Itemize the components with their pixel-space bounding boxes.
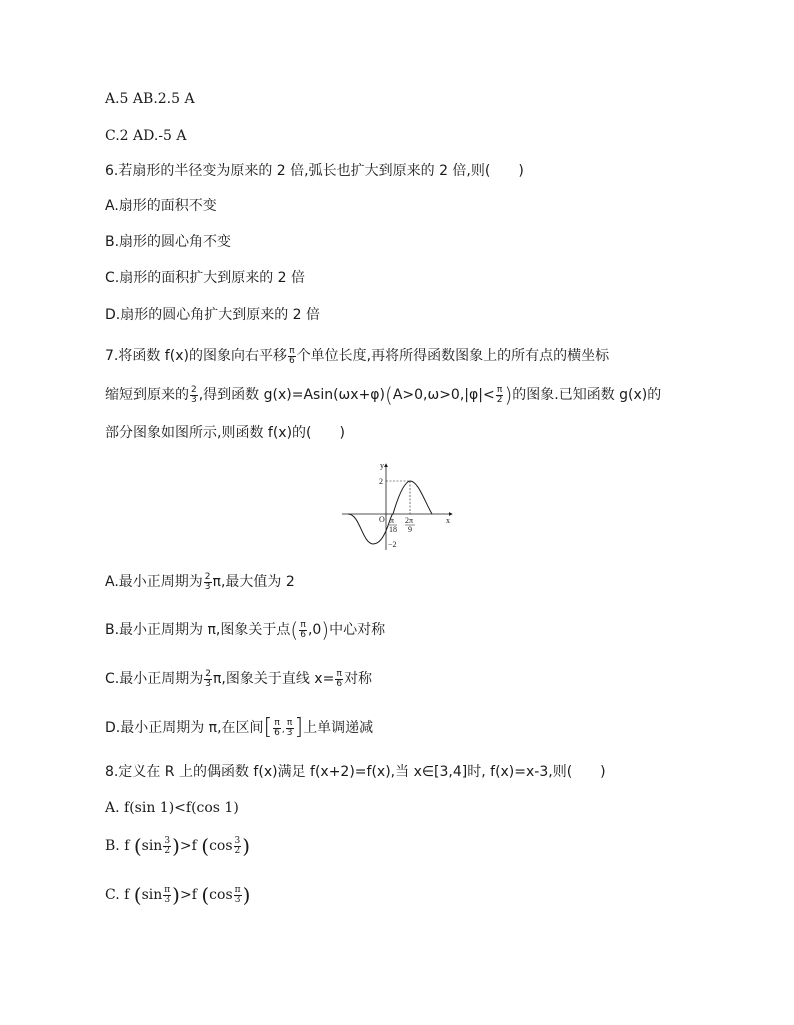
- cos-label: cos: [209, 887, 233, 903]
- frac-den: 6: [288, 355, 295, 366]
- sin-label: sin: [141, 838, 163, 854]
- frac-num: π: [336, 668, 342, 679]
- x-tick-1-num: π: [390, 516, 395, 525]
- fraction-2-3: [204, 670, 212, 689]
- frac-num: 2: [204, 571, 211, 582]
- option-7d-pre: D.最小正周期为 π,在区间: [105, 720, 264, 736]
- option-7a-pre: A.最小正周期为: [105, 574, 203, 590]
- left-paren: (: [385, 383, 393, 407]
- fraction-pi-2: [496, 386, 504, 405]
- frac-den: 6: [274, 727, 280, 738]
- option-7a: [105, 572, 295, 592]
- interval-separator: ,: [281, 725, 285, 735]
- frac-num: π: [274, 717, 280, 728]
- q7-line2-condition: A>0,ω>0,|φ|<: [392, 387, 495, 403]
- right-paren: ): [172, 883, 180, 907]
- frac-num: π: [234, 884, 241, 895]
- option-7c: [105, 669, 372, 689]
- frac-num: π: [300, 619, 306, 630]
- option-7b-pre: B.最小正周期为 π,图象关于点: [105, 622, 291, 638]
- x-tick-2-num: 2π: [405, 516, 414, 525]
- frac-num: π: [289, 345, 295, 356]
- origin-label: O: [379, 515, 385, 524]
- option-7a-post: π,最大值为 2: [212, 574, 295, 590]
- right-paren: ): [321, 618, 330, 642]
- option-8b: [105, 836, 250, 856]
- question-7-line2: [105, 385, 661, 405]
- frac-den: 6: [300, 629, 306, 640]
- fraction-2-3: [190, 386, 198, 405]
- fraction-pi-6: [299, 621, 307, 640]
- frac-num: 3: [164, 835, 171, 846]
- y-axis-label: y: [380, 461, 384, 470]
- frac-den: 6: [336, 678, 343, 689]
- fraction-3-2: [163, 837, 171, 856]
- fraction-pi-6: [273, 719, 281, 738]
- q7-line2-part3: 的图象.已知函数 g(x)的: [512, 387, 662, 403]
- frac-num: 2: [205, 668, 211, 679]
- fraction-pi-3: [163, 886, 171, 905]
- option-5a: A.5 AB.2.5 A: [105, 91, 195, 107]
- fraction-pi-6: [335, 670, 343, 689]
- left-paren: (: [133, 834, 142, 858]
- option-6b: B.扇形的圆心角不变: [105, 234, 232, 250]
- frac-den: 3: [234, 894, 241, 905]
- option-7d-post: 上单调递减: [303, 720, 374, 736]
- x-tick-1-den: 18: [389, 525, 397, 534]
- frac-num: π: [286, 717, 293, 728]
- frac-den: 3: [164, 894, 171, 905]
- option-6a: A.扇形的面积不变: [105, 198, 217, 214]
- option-7c-post: π,图象关于直线 x=: [212, 671, 335, 687]
- frac-num: 2: [191, 384, 197, 395]
- left-paren: (: [290, 618, 299, 642]
- option-7b-mid: ,0: [307, 622, 322, 638]
- option-6d: D.扇形的圆心角扩大到原来的 2 倍: [105, 307, 321, 323]
- option-7c-pre: C.最小正周期为: [105, 671, 204, 687]
- fraction-pi-3: [286, 719, 294, 738]
- right-paren: ): [242, 883, 251, 907]
- frac-den: 2: [496, 394, 503, 405]
- right-bracket: ]: [294, 715, 304, 740]
- sine-graph: [340, 460, 460, 555]
- q7-line1-part2: 个单位长度,再将所得函数图象上的所有点的横坐标: [296, 348, 610, 364]
- option-7b-post: 中心对称: [329, 622, 386, 638]
- frac-den: 2: [234, 845, 241, 856]
- question-7-line1: [105, 346, 609, 366]
- left-paren: (: [201, 883, 210, 907]
- option-8b-pre: B. f: [105, 838, 130, 854]
- right-paren: ): [242, 834, 251, 858]
- option-6c: C.扇形的面积扩大到原来的 2 倍: [105, 270, 306, 286]
- q7-line2-part2: ,得到函数 g(x)=Asin(ωx+φ): [198, 387, 385, 403]
- frac-num: 3: [234, 835, 241, 846]
- q7-line1-part1: 7.将函数 f(x)的图象向右平移: [105, 348, 287, 364]
- left-paren: (: [201, 834, 210, 858]
- cos-label: cos: [209, 838, 233, 854]
- question-6-stem: 6.若扇形的半径变为原来的 2 倍,弧长也扩大到原来的 2 倍,则( ): [105, 163, 524, 179]
- left-bracket: [: [263, 715, 273, 740]
- frac-den: 3: [286, 727, 293, 738]
- fraction-pi-6: [288, 347, 296, 366]
- question-7-line3: 部分图象如图所示,则函数 f(x)的( ): [105, 425, 345, 441]
- sine-curve: [348, 481, 432, 544]
- option-8a: A. f(sin 1)<f(cos 1): [105, 800, 239, 816]
- frac-den: 3: [205, 678, 211, 689]
- frac-den: 3: [204, 581, 211, 592]
- frac-den: 2: [164, 845, 171, 856]
- fraction-pi-3: [234, 886, 242, 905]
- option-8c-gt: >f: [179, 887, 197, 903]
- x-axis-label: x: [446, 516, 450, 525]
- option-5c: C.2 AD.-5 A: [105, 128, 187, 144]
- right-paren: ): [172, 834, 180, 858]
- option-8c: [105, 885, 250, 905]
- sin-label: sin: [141, 887, 163, 903]
- option-7b: [105, 620, 385, 640]
- frac-num: π: [496, 384, 503, 395]
- fraction-2-3: [204, 573, 212, 592]
- x-tick-2-den: 9: [408, 525, 412, 534]
- left-paren: (: [133, 883, 142, 907]
- option-8b-gt: >f: [179, 838, 197, 854]
- right-paren: ): [504, 383, 513, 407]
- frac-den: 3: [191, 394, 197, 405]
- question-8-stem: 8.定义在 R 上的偶函数 f(x)满足 f(x+2)=f(x),当 x∈[3,4]时, f(x)=x-3,则( ): [105, 764, 606, 780]
- y-min-label: −2: [388, 540, 397, 549]
- option-8c-pre: C. f: [105, 887, 130, 903]
- frac-num: π: [164, 884, 171, 895]
- option-7d: [105, 715, 374, 740]
- option-7c-end: 对称: [344, 671, 373, 687]
- fraction-3-2: [234, 837, 242, 856]
- q7-line2-part1: 缩短到原来的: [105, 387, 189, 403]
- y-max-label: 2: [379, 477, 383, 486]
